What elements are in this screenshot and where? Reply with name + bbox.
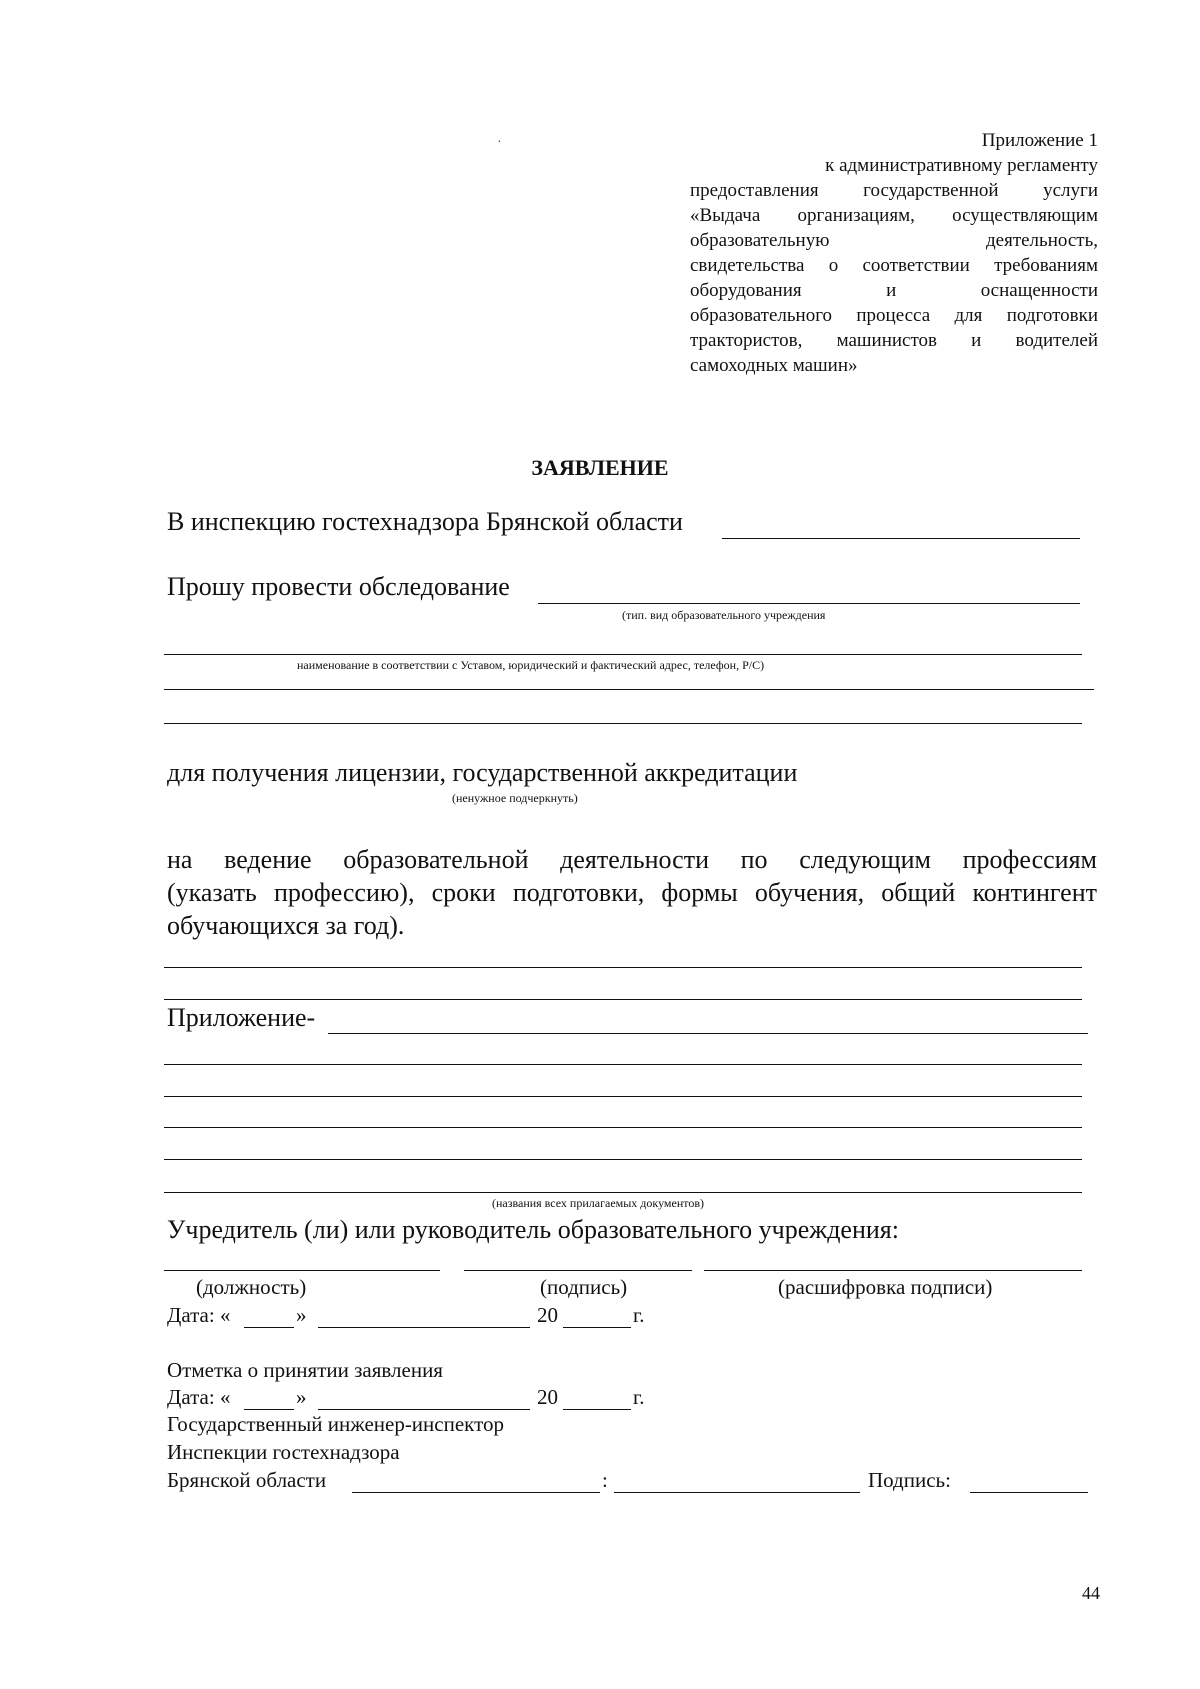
attachment-fill-line-2[interactable] xyxy=(164,1064,1082,1065)
attachment-hint: (названия всех прилагаемых документов) xyxy=(492,1196,705,1210)
name-fill-line[interactable] xyxy=(164,654,1082,655)
founder-label: Учредитель (ли) или руководитель образовательного учреждения: xyxy=(167,1215,899,1244)
inspector-title-line2: Инспекции гостехнадзора xyxy=(167,1440,400,1464)
signature-caption: (подпись) xyxy=(540,1275,628,1299)
purpose-hint: (ненужное подчеркнуть) xyxy=(452,791,578,805)
year-suffix: г. xyxy=(633,1303,645,1327)
activity-line: обучающихся за год). xyxy=(167,911,405,940)
annex-line: «Выдача организациям, осуществляющим xyxy=(690,205,1098,226)
address-fill-line[interactable] xyxy=(164,689,1094,690)
request-fill-line[interactable] xyxy=(538,603,1080,604)
acceptance-date-close-quote: » xyxy=(296,1385,307,1409)
date-label: Дата: « xyxy=(167,1303,231,1327)
document-title: ЗАЯВЛЕНИЕ xyxy=(531,455,669,480)
acceptance-year-suffix: г. xyxy=(633,1385,645,1409)
annex-line: образовательного процесса для подготовки xyxy=(690,305,1098,326)
acceptance-date-month-field[interactable] xyxy=(318,1409,530,1410)
annex-line: предоставления государственной услуги xyxy=(690,180,1098,201)
page-number: 44 xyxy=(1082,1583,1100,1603)
acceptance-heading: Отметка о принятии заявления xyxy=(167,1358,443,1382)
position-caption: (должность) xyxy=(196,1275,307,1299)
date-day-field[interactable] xyxy=(244,1327,294,1328)
annex-line: трактористов, машинистов и водителей xyxy=(690,330,1098,351)
activity-line: на ведение образовательной деятельности по следующим профессиям xyxy=(167,845,1097,874)
activity-line: (указать профессию), сроки подготовки, формы обучения, общий контингент xyxy=(167,878,1097,907)
purpose-label: для получения лицензии, государственной аккредитации xyxy=(167,758,798,787)
inspector-title-line1: Государственный инженер-инспектор xyxy=(167,1412,504,1436)
annex-block xyxy=(690,128,1098,378)
attachment-fill-line[interactable] xyxy=(328,1033,1088,1034)
attachment-label: Приложение- xyxy=(167,1003,316,1032)
attachment-fill-line-4[interactable] xyxy=(164,1127,1082,1128)
inspector-signature-label: Подпись: xyxy=(868,1468,951,1492)
date-month-field[interactable] xyxy=(318,1327,530,1328)
signature-fill-line[interactable] xyxy=(464,1270,692,1271)
scan-artifact-dot: · xyxy=(497,135,502,150)
annex-line: свидетельства о соответствии требованиям xyxy=(690,255,1098,276)
inspector-signature-field[interactable] xyxy=(970,1492,1088,1493)
annex-line: образовательную деятельность, xyxy=(690,230,1098,251)
attachment-fill-line-5[interactable] xyxy=(164,1159,1082,1160)
inspector-title-line3: Брянской области xyxy=(167,1468,327,1492)
acceptance-year-prefix: 20 xyxy=(537,1385,558,1409)
annex-line: к административному регламенту xyxy=(825,155,1098,176)
decoding-fill-line[interactable] xyxy=(704,1270,1082,1271)
name-hint: наименование в соответствии с Уставом, юридический и фактический адрес, телефон, Р/С) xyxy=(297,658,765,672)
inspector-colon: : xyxy=(602,1468,608,1492)
acceptance-year-field[interactable] xyxy=(563,1409,631,1410)
address-fill-line-2[interactable] xyxy=(164,723,1082,724)
inspection-fill-line[interactable] xyxy=(722,538,1080,539)
attachment-fill-line-3[interactable] xyxy=(164,1096,1082,1097)
year-prefix: 20 xyxy=(537,1303,558,1327)
acceptance-date-label: Дата: « xyxy=(167,1385,231,1409)
annex-line: самоходных машин» xyxy=(690,355,858,376)
date-close-quote: » xyxy=(296,1303,307,1327)
position-fill-line[interactable] xyxy=(164,1270,440,1271)
decoding-caption: (расшифровка подписи) xyxy=(778,1275,993,1299)
inspector-extra-field[interactable] xyxy=(614,1492,860,1493)
inspector-name-field[interactable] xyxy=(352,1492,600,1493)
acceptance-date-day-field[interactable] xyxy=(244,1409,294,1410)
type-hint: (тип. вид образовательного учреждения xyxy=(622,608,826,622)
activity-fill-line[interactable] xyxy=(164,967,1082,968)
annex-line: оборудования и оснащенности xyxy=(690,280,1098,301)
inspection-label: В инспекцию гостехнадзора Брянской области xyxy=(167,507,683,536)
annex-line: Приложение 1 xyxy=(981,130,1098,151)
activity-fill-line-2[interactable] xyxy=(164,999,1082,1000)
activity-paragraph xyxy=(167,843,1097,942)
request-label: Прошу провести обследование xyxy=(167,572,510,601)
attachment-fill-line-6[interactable] xyxy=(164,1192,1082,1193)
date-year-field[interactable] xyxy=(563,1327,631,1328)
